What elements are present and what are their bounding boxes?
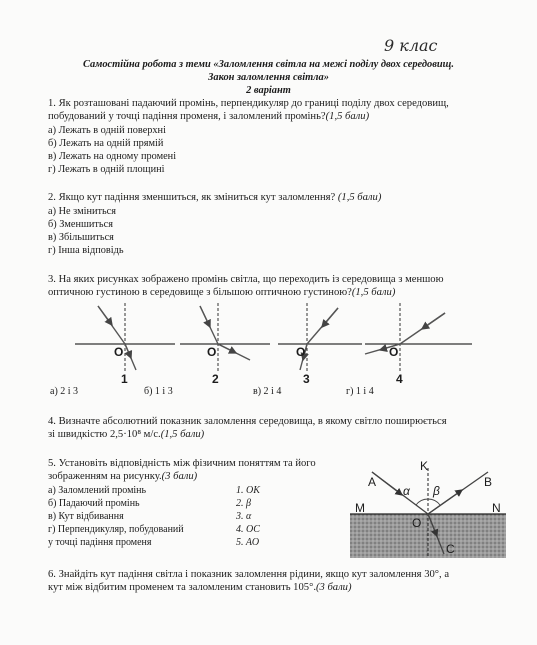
q5-point-a: A	[368, 475, 377, 489]
q6-score: (3 бали)	[315, 582, 352, 593]
q5-point-n: N	[492, 501, 501, 515]
q1-option-c: в) Лежать на одному промені	[48, 151, 177, 162]
q5-point-b: B	[484, 475, 493, 489]
q1-text-line-2	[48, 110, 369, 123]
q3-fig3-point-o: O	[296, 345, 306, 359]
q3-fig1-number: 1	[121, 372, 128, 386]
q1-score: (1,5 бали)	[325, 111, 370, 122]
q6-text-line-1: 6. Знайдіть кут падіння світла і показник заломлення рідини, якщо кут заломлення 30°, а	[48, 569, 450, 580]
q5-reflection-diagram	[350, 458, 510, 560]
q5-text-line-2	[48, 470, 197, 483]
q5-right-5: 5. AO	[236, 537, 260, 548]
q1-option-d: г) Лежать в одній площині	[48, 164, 165, 175]
handwritten-grade-note: 9 клас	[384, 36, 438, 55]
variant-label: 2 варіант	[246, 85, 291, 96]
q4-text-line-2	[48, 428, 204, 441]
q5-angle-beta: β	[433, 484, 440, 498]
q3-figure-2	[180, 303, 270, 372]
q3-fig4-point-o: O	[389, 345, 399, 359]
q5-left-d-cont: у точці падіння променя	[48, 537, 152, 548]
title-line-1: Самостійна робота з теми «Заломлення світла на межі поділу двох середовищ.	[83, 59, 454, 70]
q2-text-line	[48, 191, 381, 204]
q3-fig2-point-o: O	[207, 345, 217, 359]
q4-text: зі швидкістю 2,5·10⁸ м/с.	[48, 429, 161, 440]
q5-right-4: 4. OC	[236, 524, 260, 535]
q3-fig2-number: 2	[212, 372, 219, 386]
q3-figure-4	[365, 303, 472, 372]
q2-option-d: г) Інша відповідь	[48, 245, 124, 256]
q3-figure-3	[278, 303, 362, 372]
title-line-2: Закон заломлення світла»	[208, 72, 329, 83]
q3-option-d: г) 1 і 4	[346, 386, 374, 397]
q3-text: оптичною густиною в середовище з більшою оптичною густиною?	[48, 287, 352, 298]
q5-left-a: а) Заломлений промінь	[48, 485, 147, 496]
q3-option-b: б) 1 і 3	[144, 386, 173, 397]
q3-option-c: в) 2 і 4	[253, 386, 282, 397]
q1-option-b: б) Лежать на одній прямій	[48, 138, 164, 149]
q5-right-3: 3. α	[236, 511, 252, 522]
q5-point-k: K	[420, 459, 429, 473]
q5-point-c: C	[446, 542, 455, 556]
q5-left-d: г) Перпендикуляр, побудований	[48, 524, 184, 535]
q5-left-c: в) Кут відбивання	[48, 511, 124, 522]
q5-score: (3 бали)	[161, 471, 198, 482]
q2-option-a: а) Не зміниться	[48, 206, 116, 217]
q5-angle-alpha: α	[403, 484, 410, 498]
q3-option-a: а) 2 і 3	[50, 386, 79, 397]
q5-point-o: O	[412, 516, 422, 530]
q5-text: зображенням на рисунку.	[48, 471, 162, 482]
q3-fig4-number: 4	[396, 372, 403, 386]
q6-text-line-2	[48, 581, 352, 594]
q5-right-1: 1. OK	[236, 485, 260, 496]
q2-option-c: в) Збільшиться	[48, 232, 114, 243]
q6-text: кут між відбитим променем та заломленим становить 105°.	[48, 582, 316, 593]
q2-score: (1,5 бали)	[337, 192, 382, 203]
q4-text-line-1: 4. Визначте абсолютний показник заломлення середовища, в якому світло поширюється	[48, 416, 447, 427]
q5-point-m: M	[355, 501, 365, 515]
q3-score: (1,5 бали)	[351, 287, 396, 298]
q3-text-line-1: 3. На яких рисунках зображено промінь світла, що переходить із середовища з меншою	[48, 274, 444, 285]
q2-option-b: б) Зменшиться	[48, 219, 113, 230]
q1-text-line-1: 1. Як розташовані падаючий промінь, перпендикуляр до границі поділу двох середовищ,	[48, 98, 449, 109]
q5-text-line-1: 5. Установіть відповідність між фізичним поняттям та його	[48, 458, 316, 469]
q1-text: побудований у точці падіння променя, і заломлений промінь?	[48, 111, 326, 122]
q3-fig3-number: 3	[303, 372, 310, 386]
q3-figure-1	[75, 303, 175, 372]
q5-left-b: б) Падаючий промінь	[48, 498, 140, 509]
q4-score: (1,5 бали)	[160, 429, 205, 440]
q2-text: 2. Якщо кут падіння зменшиться, як зміниться кут заломлення?	[48, 192, 336, 203]
q5-right-2: 2. β	[236, 498, 251, 509]
q3-fig1-point-o: O	[114, 345, 124, 359]
q1-option-a: а) Лежать в одній поверхні	[48, 125, 166, 136]
